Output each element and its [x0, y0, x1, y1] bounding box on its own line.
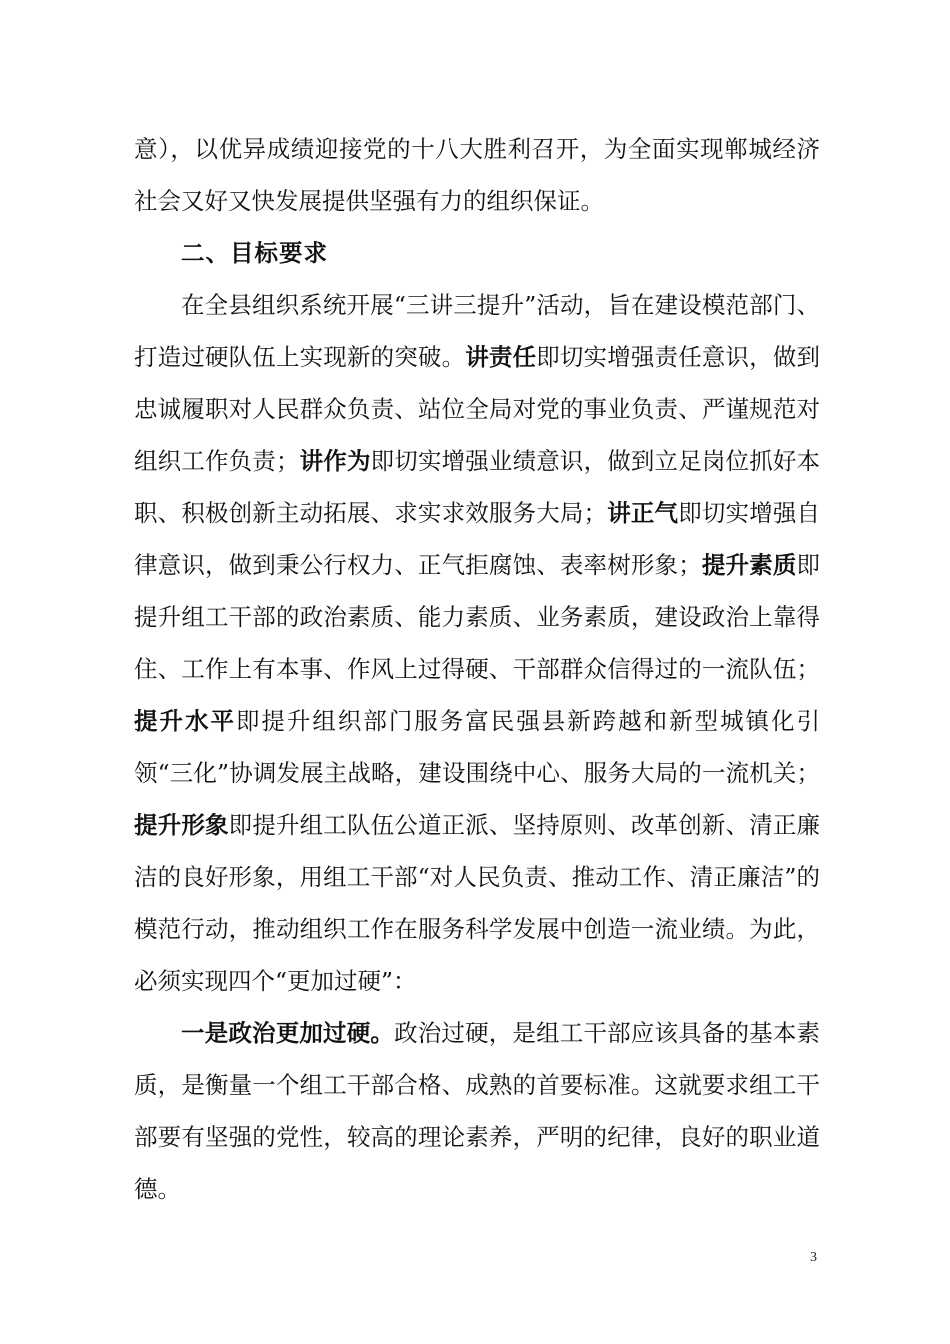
term-tisheng-xingxiang: 提升形象: [134, 811, 229, 839]
goals-text: 即提升组织部门服务富民强县新跨越和新型城镇化引领“三化”协调发展主战略，建设围绕中心、服务大局的一流机关；: [134, 707, 821, 787]
term-jiang-zhengqi: 讲正气: [607, 499, 679, 527]
goals-text: 即切实增强责任意识，做到忠诚履职对人民群众负责、站位全局对党的事业负责、严谨规范对组织工作负责；: [134, 343, 821, 475]
lead-political: 一是政治更加过硬。: [181, 1019, 395, 1047]
page-number: 3: [810, 1250, 817, 1265]
document-body: [134, 123, 820, 1215]
section-heading: 二、目标要求: [181, 239, 328, 267]
paragraph-continuation: 意），以优异成绩迎接党的十八大胜利召开，为全面实现郸城经济社会又好又快发展提供坚强有力的组织保证。: [134, 135, 820, 215]
term-tisheng-suzhi: 提升素质: [701, 551, 797, 579]
goals-text: 即提升组工干部的政治素质、能力素质、业务素质，建设政治上靠得住、工作上有本事、作风上过得硬、干部群众信得过的一流队伍；: [134, 551, 821, 683]
paragraph-political: [134, 1007, 820, 1215]
term-tisheng-shuiping: 提升水平: [134, 707, 236, 735]
goals-text: 即切实增强自律意识，做到秉公行权力、正气拒腐蚀、表率树形象；: [134, 499, 821, 579]
paragraph-goals: [134, 279, 820, 1007]
term-jiang-zuowei: 讲作为: [299, 447, 371, 475]
goals-intro-text: 在全县组织系统开展“三讲三提升”活动，旨在建设模范部门、打造过硬队伍上实现新的突破。: [134, 291, 820, 371]
political-text: 政治过硬，是组工干部应该具备的基本素质，是衡量一个组工干部合格、成熟的首要标准。这就要求组工干部要有坚强的党性，较高的理论素养，严明的纪律，良好的职业道德。: [134, 1019, 821, 1203]
goals-text: 即提升组工队伍公道正派、坚持原则、改革创新、清正廉洁的良好形象，用组工干部“对人民负责、推动工作、清正廉洁”的模范行动，推动组织工作在服务科学发展中创造一流业绩。为此，必须实现四个“更加过硬”：: [134, 811, 821, 995]
term-jiang-zeren: 讲责任: [465, 343, 537, 371]
goals-text: 即切实增强业绩意识，做到立足岗位抓好本职、积极创新主动拓展、求实求效服务大局；: [134, 447, 821, 527]
